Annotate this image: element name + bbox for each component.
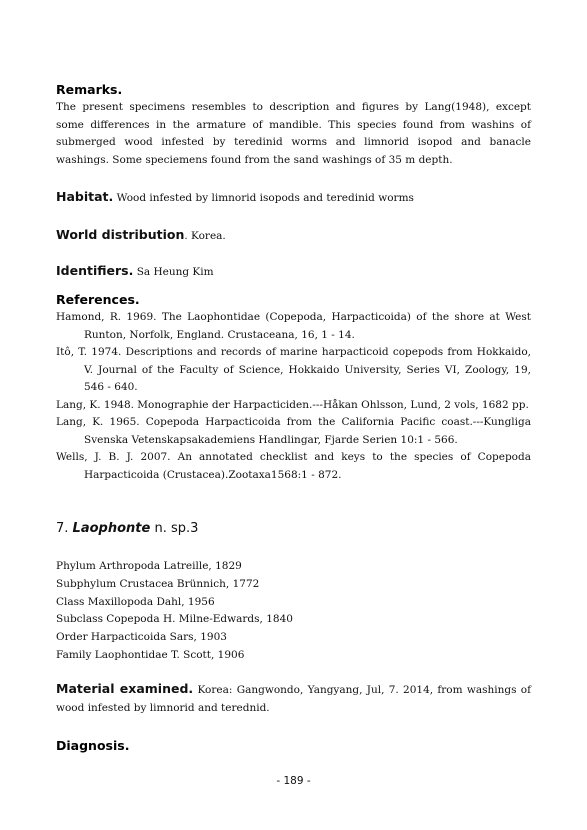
material-section	[56, 680, 531, 717]
remarks-heading: Remarks.	[56, 82, 123, 97]
diagnosis-heading: Diagnosis.	[56, 738, 130, 753]
taxon-line: Subclass Copepoda H. Milne-Edwards, 1840	[56, 613, 293, 626]
taxon-line: Family Laophontidae T. Scott, 1906	[56, 648, 245, 661]
habitat-section	[56, 188, 531, 208]
world-distribution-heading: World distribution	[56, 227, 185, 242]
taxon-line: Phylum Arthropoda Latreille, 1829	[56, 560, 242, 572]
reference-item: Itô, T. 1974. Descriptions and records of marine harpacticoid copepods from Hokkaido, V. Journal of the Faculty of Science, Hokkaido University, Series VI, Zoology, 19, 546 - 640.	[56, 346, 531, 393]
references-section	[56, 292, 531, 484]
species-number: 7.	[56, 521, 69, 536]
reference-item: Lang, K. 1965. Copepoda Harpacticoida from the California Pacific coast.---Kungliga Svenska Vetenskapsakademiens Handlingar, Fjarde Serien 10:1 - 566.	[56, 416, 531, 446]
remarks-section	[56, 82, 531, 169]
remarks-text: The present specimens resembles to description and figures by Lang(1948), except some differences in the armature of mandible. This species found from washins of submerged wood infested by teredinid worms and limnorid isopod and banacle washings. Some speciemens found from the sand washings of 35 m depth.	[56, 101, 531, 166]
page-number: - 189 -	[276, 775, 311, 787]
taxonomy-list	[56, 558, 531, 665]
species-title	[56, 521, 531, 536]
references-heading: References.	[56, 292, 140, 307]
material-text: Korea: Gangwondo, Yangyang, Jul, 7. 2014, from washings of wood infested by limnorid and terednid.	[56, 684, 531, 714]
world-distribution-text: . Korea.	[184, 230, 226, 242]
taxon-line: Order Harpacticoida Sars, 1903	[56, 631, 227, 644]
reference-item: Wells, J. B. J. 2007. An annotated checklist and keys to the species of Copepoda Harpacticoida (Crustacea).Zootaxa1568:1 - 872.	[56, 451, 531, 481]
identifiers-text: Sa Heung Kim	[136, 266, 214, 278]
world-distribution-section	[56, 226, 531, 246]
identifiers-section	[56, 262, 531, 282]
identifiers-heading: Identifiers.	[56, 263, 134, 278]
reference-item: Hamond, R. 1969. The Laophontidae (Copepoda, Harpacticoida) of the shore at West Runton, Norfolk, England. Crustaceana, 16, 1 - 14.	[56, 311, 531, 341]
species-suffix: n. sp.3	[154, 521, 199, 536]
reference-item: Lang, K. 1948. Monographie der Harpacticiden.---Håkan Ohlsson, Lund, 2 vols, 1682 pp.	[56, 398, 529, 411]
taxon-line: Class Maxillopoda Dahl, 1956	[56, 595, 215, 608]
species-genus: Laophonte	[72, 521, 151, 536]
habitat-heading: Habitat.	[56, 189, 114, 204]
taxon-line: Subphylum Crustacea Brünnich, 1772	[56, 577, 260, 590]
habitat-text: Wood infested by limnorid isopods and teredinid worms	[116, 192, 414, 204]
material-heading: Material examined.	[56, 681, 194, 696]
